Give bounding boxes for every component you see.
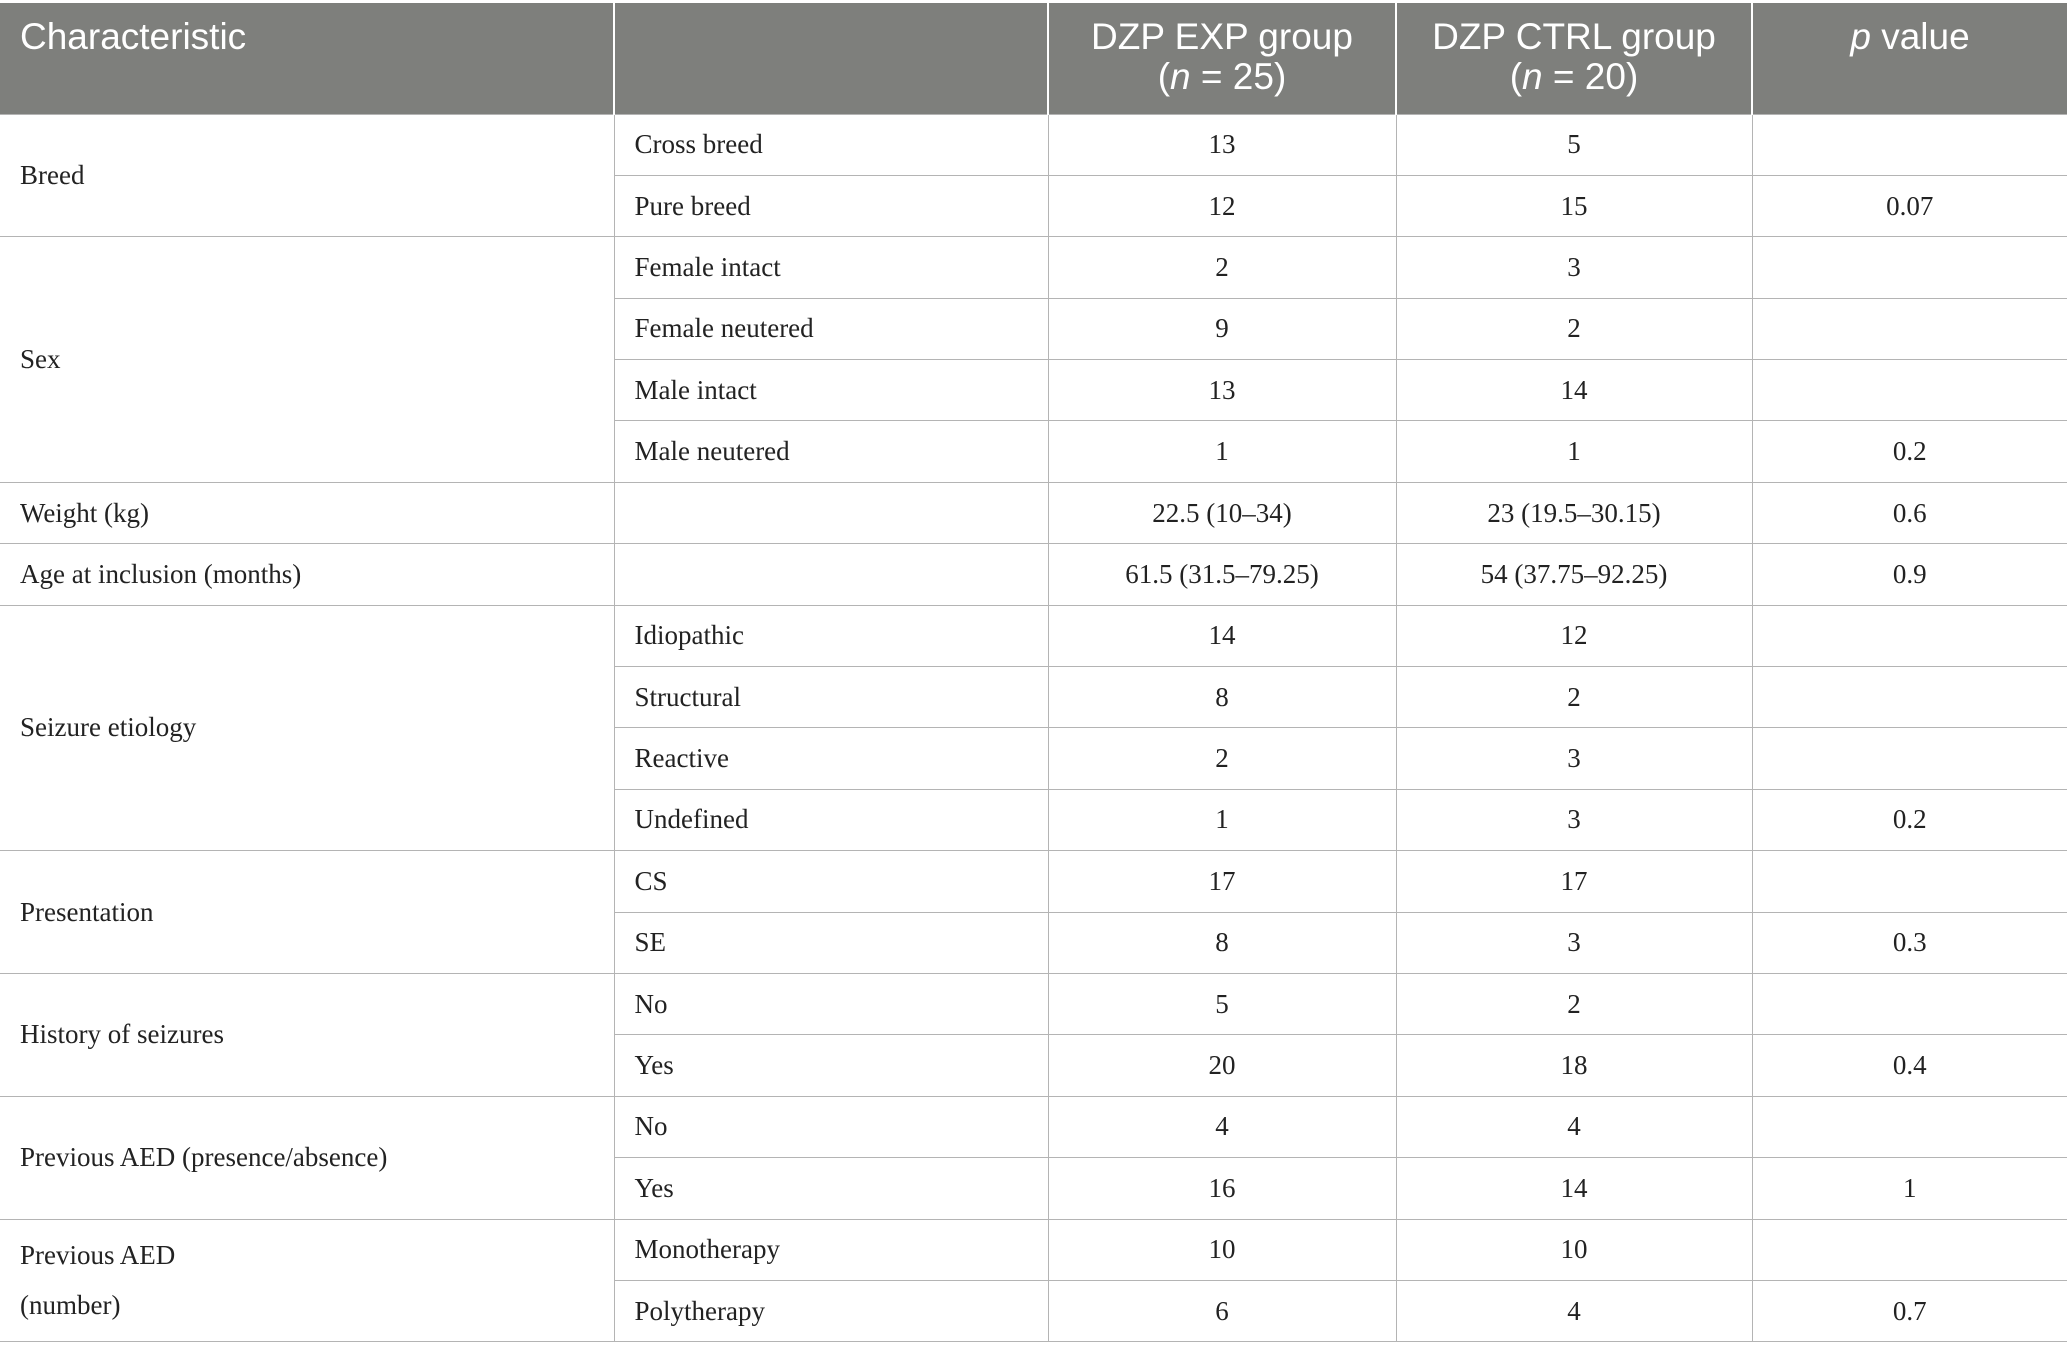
exp-cell: 8 — [1048, 667, 1396, 728]
exp-cell: 8 — [1048, 912, 1396, 973]
p-value-cell — [1752, 851, 2067, 912]
header-level — [614, 3, 1048, 114]
exp-cell: 9 — [1048, 298, 1396, 359]
p-value-cell: 0.9 — [1752, 544, 2067, 605]
header-exp-n: (n = 25) — [1157, 56, 1287, 97]
table-row — [0, 114, 2067, 175]
exp-cell: 4 — [1048, 1096, 1396, 1157]
exp-cell: 1 — [1048, 789, 1396, 850]
header-ctrl-group — [1396, 3, 1752, 114]
level-cell: Female intact — [614, 237, 1048, 298]
ctrl-cell: 2 — [1396, 973, 1752, 1034]
p-value-cell — [1752, 237, 2067, 298]
characteristic-cell: Sex — [0, 237, 614, 483]
ctrl-cell: 14 — [1396, 1158, 1752, 1219]
ctrl-cell: 1 — [1396, 421, 1752, 482]
exp-cell: 13 — [1048, 114, 1396, 175]
exp-cell: 22.5 (10–34) — [1048, 482, 1396, 543]
p-value-cell — [1752, 1096, 2067, 1157]
exp-cell: 10 — [1048, 1219, 1396, 1280]
ctrl-cell: 3 — [1396, 728, 1752, 789]
level-cell: Cross breed — [614, 114, 1048, 175]
ctrl-cell: 4 — [1396, 1096, 1752, 1157]
table-row — [0, 237, 2067, 298]
level-cell: Undefined — [614, 789, 1048, 850]
exp-cell: 16 — [1048, 1158, 1396, 1219]
ctrl-cell: 54 (37.75–92.25) — [1396, 544, 1752, 605]
characteristic-cell: Age at inclusion (months) — [0, 544, 614, 605]
characteristics-table — [0, 3, 2067, 1342]
p-value-cell: 0.07 — [1752, 175, 2067, 236]
characteristic-cell: Presentation — [0, 851, 614, 974]
ctrl-cell: 3 — [1396, 237, 1752, 298]
level-cell — [614, 544, 1048, 605]
level-cell: No — [614, 1096, 1048, 1157]
table-row — [0, 973, 2067, 1034]
ctrl-cell: 15 — [1396, 175, 1752, 236]
level-cell: Polytherapy — [614, 1280, 1048, 1341]
ctrl-cell: 5 — [1396, 114, 1752, 175]
exp-cell: 2 — [1048, 728, 1396, 789]
exp-cell: 5 — [1048, 973, 1396, 1034]
p-value-cell — [1752, 605, 2067, 666]
ctrl-cell: 3 — [1396, 789, 1752, 850]
exp-cell: 2 — [1048, 237, 1396, 298]
exp-cell: 17 — [1048, 851, 1396, 912]
characteristic-cell: Seizure etiology — [0, 605, 614, 851]
ctrl-cell: 18 — [1396, 1035, 1752, 1096]
table-row — [0, 544, 2067, 605]
level-cell — [614, 482, 1048, 543]
level-cell: Structural — [614, 667, 1048, 728]
ctrl-cell: 17 — [1396, 851, 1752, 912]
p-value-cell: 0.3 — [1752, 912, 2067, 973]
p-value-cell: 0.4 — [1752, 1035, 2067, 1096]
level-cell: CS — [614, 851, 1048, 912]
p-value-cell: 0.2 — [1752, 421, 2067, 482]
header-ctrl-label: DZP CTRL group — [1432, 16, 1716, 57]
characteristic-cell: Breed — [0, 114, 614, 237]
header-p-symbol: p — [1850, 16, 1871, 57]
table-row — [0, 851, 2067, 912]
header-characteristic: Characteristic — [0, 3, 614, 114]
ctrl-cell: 12 — [1396, 605, 1752, 666]
ctrl-cell: 14 — [1396, 360, 1752, 421]
p-value-cell — [1752, 973, 2067, 1034]
level-cell: Pure breed — [614, 175, 1048, 236]
level-cell: Male intact — [614, 360, 1048, 421]
p-value-cell — [1752, 114, 2067, 175]
level-cell: Yes — [614, 1035, 1048, 1096]
exp-cell: 61.5 (31.5–79.25) — [1048, 544, 1396, 605]
p-value-cell: 0.2 — [1752, 789, 2067, 850]
ctrl-cell: 23 (19.5–30.15) — [1396, 482, 1752, 543]
characteristic-cell — [0, 1219, 614, 1342]
header-row — [0, 3, 2067, 114]
table-row — [0, 1219, 2067, 1280]
ctrl-cell: 2 — [1396, 298, 1752, 359]
p-value-cell: 0.6 — [1752, 482, 2067, 543]
header-ctrl-n: (n = 20) — [1509, 56, 1639, 97]
table-row — [0, 605, 2067, 666]
header-p-value — [1752, 3, 2067, 114]
level-cell: No — [614, 973, 1048, 1034]
table-row — [0, 482, 2067, 543]
characteristic-cell: History of seizures — [0, 973, 614, 1096]
ctrl-cell: 2 — [1396, 667, 1752, 728]
level-cell: Reactive — [614, 728, 1048, 789]
exp-cell: 14 — [1048, 605, 1396, 666]
p-value-cell — [1752, 360, 2067, 421]
p-value-cell — [1752, 298, 2067, 359]
p-value-cell — [1752, 667, 2067, 728]
p-value-cell — [1752, 728, 2067, 789]
ctrl-cell: 4 — [1396, 1280, 1752, 1341]
ctrl-cell: 10 — [1396, 1219, 1752, 1280]
exp-cell: 1 — [1048, 421, 1396, 482]
characteristic-cell: Weight (kg) — [0, 482, 614, 543]
header-exp-group — [1048, 3, 1396, 114]
exp-cell: 6 — [1048, 1280, 1396, 1341]
level-cell: Yes — [614, 1158, 1048, 1219]
header-exp-label: DZP EXP group — [1091, 16, 1353, 57]
characteristic-line: Previous AED — [20, 1240, 176, 1271]
exp-cell: 12 — [1048, 175, 1396, 236]
exp-cell: 13 — [1048, 360, 1396, 421]
level-cell: Female neutered — [614, 298, 1048, 359]
characteristic-line: (number) — [20, 1290, 121, 1321]
header-p-word: value — [1881, 16, 1970, 57]
table-row — [0, 1096, 2067, 1157]
ctrl-cell: 3 — [1396, 912, 1752, 973]
level-cell: Idiopathic — [614, 605, 1048, 666]
p-value-cell: 0.7 — [1752, 1280, 2067, 1341]
level-cell: SE — [614, 912, 1048, 973]
characteristic-cell: Previous AED (presence/absence) — [0, 1096, 614, 1219]
p-value-cell — [1752, 1219, 2067, 1280]
level-cell: Monotherapy — [614, 1219, 1048, 1280]
p-value-cell: 1 — [1752, 1158, 2067, 1219]
exp-cell: 20 — [1048, 1035, 1396, 1096]
level-cell: Male neutered — [614, 421, 1048, 482]
